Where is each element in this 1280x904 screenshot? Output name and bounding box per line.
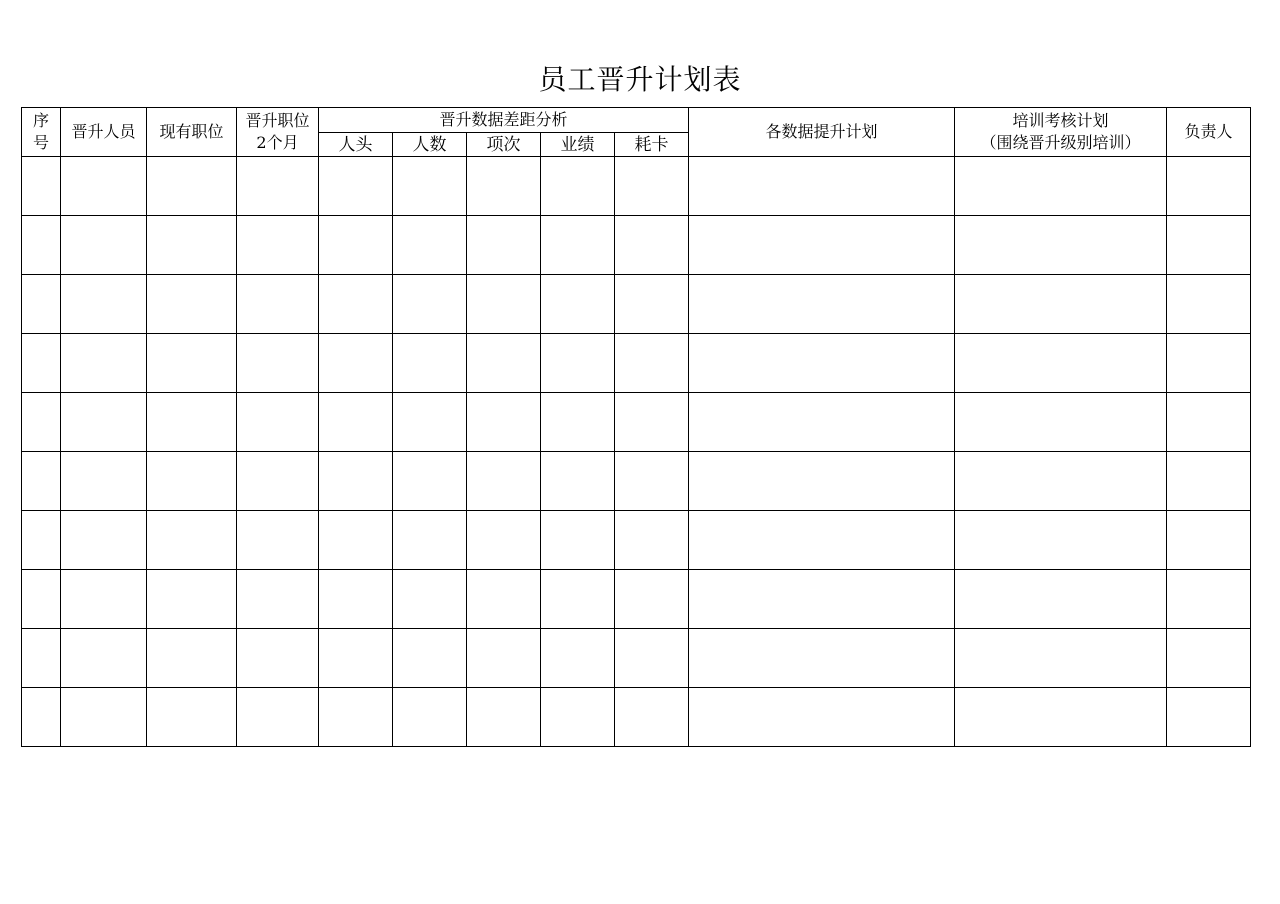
table-cell[interactable] [615,334,689,393]
table-cell[interactable] [955,216,1167,275]
table-cell[interactable] [955,157,1167,216]
table-cell[interactable] [467,452,541,511]
table-cell[interactable] [147,275,237,334]
table-cell[interactable] [147,570,237,629]
table-cell[interactable] [615,511,689,570]
table-cell[interactable] [689,629,955,688]
header-person: 晋升人员 [61,108,147,157]
table-cell[interactable] [22,688,61,747]
table-cell[interactable] [319,275,393,334]
table-cell[interactable] [1167,334,1251,393]
header-current-position: 现有职位 [147,108,237,157]
table-cell[interactable] [61,629,147,688]
table-cell[interactable] [1167,570,1251,629]
table-cell[interactable] [541,275,615,334]
table-cell[interactable] [237,393,319,452]
table-cell[interactable] [1167,452,1251,511]
table-cell[interactable] [147,511,237,570]
table-cell[interactable] [319,452,393,511]
table-cell[interactable] [319,570,393,629]
table-cell[interactable] [689,688,955,747]
table-cell[interactable] [61,157,147,216]
table-cell[interactable] [22,629,61,688]
table-cell[interactable] [615,570,689,629]
table-row [22,688,1251,747]
table-cell[interactable] [393,157,467,216]
table-cell[interactable] [393,570,467,629]
page-title: 员工晋升计划表 [538,63,742,96]
table-cell[interactable] [955,275,1167,334]
table-cell[interactable] [689,275,955,334]
table-cell[interactable] [22,511,61,570]
table-cell[interactable] [467,393,541,452]
table-cell[interactable] [1167,275,1251,334]
table-cell[interactable] [319,688,393,747]
table-cell[interactable] [467,570,541,629]
table-cell[interactable] [319,393,393,452]
table-cell[interactable] [22,452,61,511]
table-cell[interactable] [541,629,615,688]
table-cell[interactable] [541,334,615,393]
table-cell[interactable] [1167,393,1251,452]
table-cell[interactable] [147,393,237,452]
table-cell[interactable] [61,452,147,511]
table-cell[interactable] [22,216,61,275]
table-cell[interactable] [955,629,1167,688]
header-training-plan [955,108,1167,157]
header-improvement-plan: 各数据提升计划 [689,108,955,157]
table-cell[interactable] [147,216,237,275]
table-cell[interactable] [467,629,541,688]
table-cell[interactable] [541,452,615,511]
table-cell[interactable] [237,334,319,393]
table-cell[interactable] [467,157,541,216]
header-training-line2: （围绕晋升级别培训） [980,133,1141,152]
table-cell[interactable] [1167,216,1251,275]
table-cell[interactable] [22,334,61,393]
header-training-line1: 培训考核计划 [1012,111,1109,130]
table-cell[interactable] [393,275,467,334]
table-cell[interactable] [689,157,955,216]
table-cell[interactable] [955,393,1167,452]
table-row [22,216,1251,275]
table-cell[interactable] [955,688,1167,747]
table-row [22,393,1251,452]
header-seq [22,108,61,157]
table-cell[interactable] [319,629,393,688]
table-cell[interactable] [467,511,541,570]
table-cell[interactable] [955,570,1167,629]
table-cell[interactable] [615,216,689,275]
header-target-line2: 2个月 [256,133,299,152]
header-row-primary [22,108,1251,133]
table-cell[interactable] [61,216,147,275]
table-cell[interactable] [541,157,615,216]
table-row [22,511,1251,570]
table-cell[interactable] [615,688,689,747]
table-cell[interactable] [61,334,147,393]
table-row [22,157,1251,216]
table-cell[interactable] [689,452,955,511]
header-target-position [237,108,319,157]
table-cell[interactable] [237,688,319,747]
header-gap-items: 项次 [467,133,541,157]
table-cell[interactable] [22,157,61,216]
table-cell[interactable] [319,157,393,216]
header-gap-analysis: 晋升数据差距分析 [319,108,689,133]
table-cell[interactable] [61,570,147,629]
table-cell[interactable] [319,511,393,570]
table-cell[interactable] [467,688,541,747]
header-gap-people: 人数 [393,133,467,157]
table-row [22,570,1251,629]
table-cell[interactable] [1167,629,1251,688]
table-row [22,629,1251,688]
table-cell[interactable] [1167,157,1251,216]
table-cell[interactable] [541,511,615,570]
table-cell[interactable] [393,334,467,393]
table-cell[interactable] [147,688,237,747]
table-cell[interactable] [61,275,147,334]
table-cell[interactable] [147,334,237,393]
table-cell[interactable] [955,452,1167,511]
table-cell[interactable] [955,511,1167,570]
table-cell[interactable] [1167,688,1251,747]
header-gap-headcount: 人头 [319,133,393,157]
header-seq-line2: 号 [32,133,49,152]
table-cell[interactable] [61,688,147,747]
table-cell[interactable] [615,629,689,688]
table-cell[interactable] [467,275,541,334]
header-gap-card-usage: 耗卡 [615,133,689,157]
table-cell[interactable] [22,393,61,452]
table-cell[interactable] [615,157,689,216]
table-cell[interactable] [615,275,689,334]
table-cell[interactable] [237,452,319,511]
header-owner: 负责人 [1167,108,1251,157]
table-cell[interactable] [237,216,319,275]
table-cell[interactable] [689,393,955,452]
table-cell[interactable] [689,511,955,570]
table-cell[interactable] [319,334,393,393]
table-cell[interactable] [237,157,319,216]
table-cell[interactable] [147,629,237,688]
table-cell[interactable] [689,216,955,275]
promotion-plan-table [21,107,1251,747]
table-row [22,334,1251,393]
table-cell[interactable] [541,393,615,452]
table-cell[interactable] [541,570,615,629]
table-cell[interactable] [467,334,541,393]
table-cell[interactable] [237,629,319,688]
table-cell[interactable] [393,688,467,747]
table-cell[interactable] [393,393,467,452]
table-cell[interactable] [393,216,467,275]
table-cell[interactable] [393,511,467,570]
table-cell[interactable] [955,334,1167,393]
table-cell[interactable] [237,275,319,334]
table-cell[interactable] [319,216,393,275]
table-cell[interactable] [147,157,237,216]
table-cell[interactable] [393,452,467,511]
table-cell[interactable] [61,511,147,570]
table-cell[interactable] [1167,511,1251,570]
table-cell[interactable] [541,216,615,275]
table-cell[interactable] [147,452,237,511]
header-seq-line1: 序 [32,111,49,130]
table-cell[interactable] [393,629,467,688]
table-cell[interactable] [541,688,615,747]
table-cell[interactable] [22,275,61,334]
table-row [22,275,1251,334]
table-cell[interactable] [467,216,541,275]
header-target-line1: 晋升职位 [245,111,310,130]
table-cell[interactable] [237,570,319,629]
table-cell[interactable] [237,511,319,570]
table-cell[interactable] [615,393,689,452]
table-body [22,157,1251,747]
table-cell[interactable] [61,393,147,452]
table-cell[interactable] [689,570,955,629]
header-gap-performance: 业绩 [541,133,615,157]
table-row [22,452,1251,511]
table-cell[interactable] [615,452,689,511]
table-cell[interactable] [689,334,955,393]
table-cell[interactable] [22,570,61,629]
